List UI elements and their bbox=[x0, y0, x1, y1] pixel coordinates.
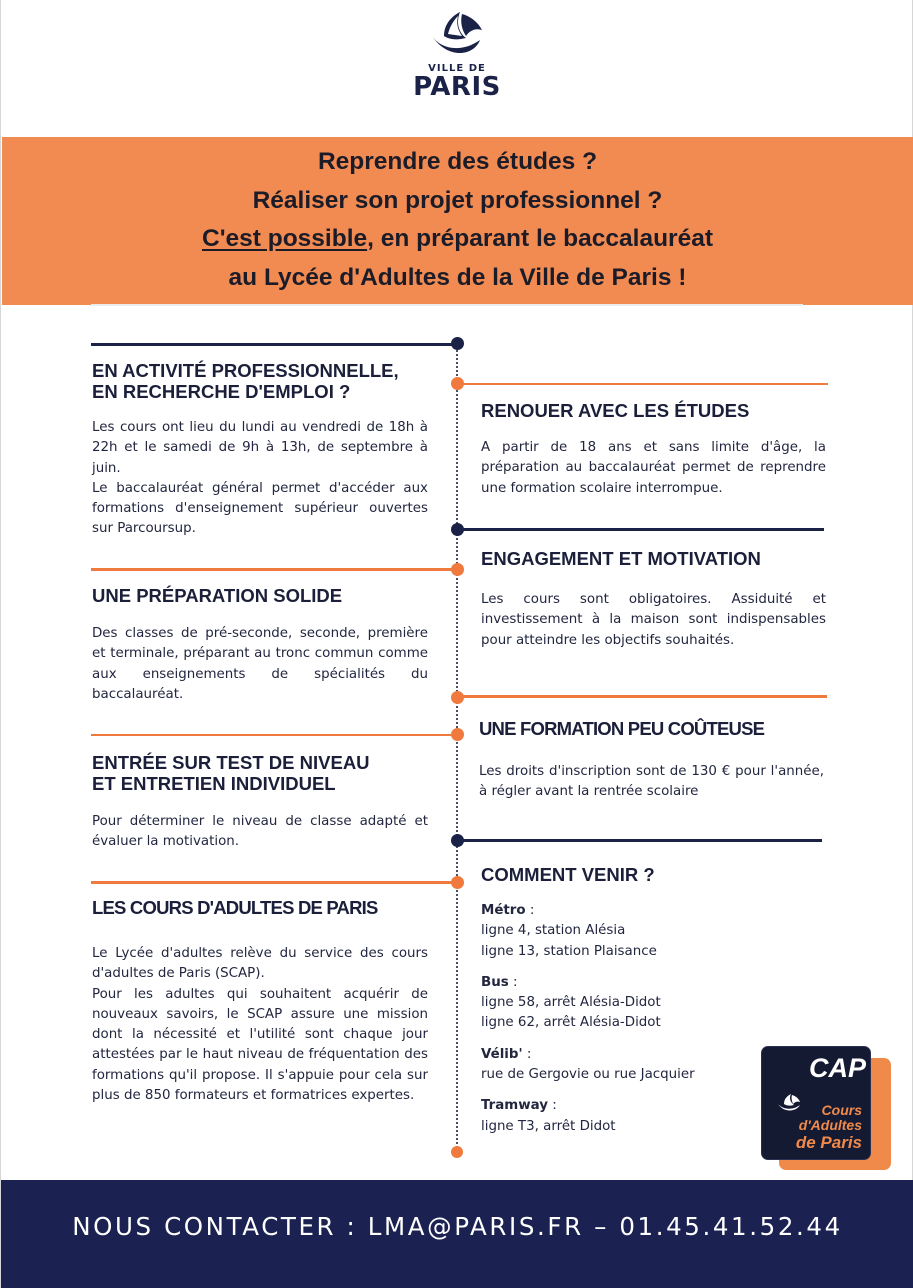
logo-big-text: PARIS bbox=[413, 72, 501, 102]
title-line: ET ENTRETIEN INDIVIDUEL bbox=[92, 773, 336, 794]
timeline-dot bbox=[451, 876, 464, 889]
banner-line-2: Réaliser son projet professionnel ? bbox=[252, 186, 663, 214]
ville-de-paris-logo bbox=[405, 6, 509, 106]
cap-subtitle-line: de Paris bbox=[795, 1133, 862, 1152]
timeline-dot bbox=[451, 563, 464, 576]
section-paragraph: Des classes de pré-seconde, seconde, première et terminale, préparant au tronc commun comme aux enseignements de spécialités du baccalauréat. bbox=[92, 626, 428, 702]
timeline-branch bbox=[457, 695, 827, 698]
cap-title: CAP bbox=[808, 1053, 866, 1083]
section-paragraph: Les cours sont obligatoires. Assiduité et investissement à la maison sont indispensables pour atteindre les objectifs souhaités. bbox=[481, 592, 826, 648]
transport-line: rue de Gergovie ou rue Jacquier bbox=[481, 1067, 695, 1083]
section-paragraph: Pour déterminer le niveau de classe adapté et évaluer la motivation. bbox=[92, 814, 428, 850]
section-title bbox=[92, 360, 428, 402]
timeline-dot bbox=[451, 728, 464, 741]
section-title: LES COURS D'ADULTES DE PARIS bbox=[92, 897, 378, 918]
banner-divider bbox=[91, 304, 803, 306]
boat-logo-icon bbox=[426, 6, 488, 62]
headline-banner bbox=[2, 137, 913, 305]
transport-label-suffix: : bbox=[547, 1098, 557, 1114]
section-paragraph: Les cours ont lieu du lundi au vendredi de 18h à 22h et le samedi de 9h à 13h, de septembre à juin. bbox=[92, 420, 428, 476]
timeline-branch bbox=[457, 839, 822, 842]
transport-label-suffix: : bbox=[525, 903, 535, 918]
cap-subtitle-line: Cours bbox=[821, 1102, 862, 1118]
transport-group-metro bbox=[481, 901, 826, 962]
transport-label-suffix: : bbox=[508, 974, 518, 990]
transport-label: Métro bbox=[481, 903, 526, 918]
cap-badge-logo bbox=[761, 1046, 893, 1172]
banner-line-1: Reprendre des études ? bbox=[317, 148, 598, 175]
timeline-dot bbox=[451, 337, 464, 350]
title-line: ENTRÉE SUR TEST DE NIVEAU bbox=[92, 752, 370, 773]
section-paragraph: Pour les adultes qui souhaitent acquérir de nouveaux savoirs, le SCAP assure une mission dont la nécessité et l'utilité sont chaque jour attestées par le haut niveau de fréquentation des formations qu'il propose. Il s'appuie pour cela sur plus de 850 formateurs et formatrices expertes. bbox=[92, 986, 428, 1104]
transport-line: ligne 13, station Plaisance bbox=[481, 943, 657, 959]
contact-footer bbox=[1, 1180, 913, 1288]
banner-line-3 bbox=[2, 220, 913, 259]
timeline-branch bbox=[91, 568, 457, 571]
section-title: RENOUER AVEC LES ÉTUDES bbox=[481, 400, 750, 421]
section-entree-test bbox=[92, 752, 428, 853]
section-title: UNE PRÉPARATION SOLIDE bbox=[92, 585, 343, 606]
cap-subtitle-line: d'Adultes bbox=[798, 1117, 862, 1133]
section-title: COMMENT VENIR ? bbox=[481, 864, 655, 885]
transport-line: ligne 4, station Alésia bbox=[481, 923, 626, 939]
section-engagement bbox=[481, 548, 826, 651]
transport-label: Bus bbox=[481, 974, 509, 990]
banner-line-3-rest: , en préparant le baccalauréat bbox=[367, 225, 713, 252]
transport-group-bus bbox=[481, 973, 826, 1034]
transport-line: ligne 62, arrêt Alésia-Didot bbox=[481, 1015, 661, 1031]
timeline-dot bbox=[451, 1146, 463, 1158]
section-preparation-solide bbox=[92, 585, 428, 705]
timeline-branch bbox=[91, 734, 457, 736]
timeline-line bbox=[456, 343, 458, 1151]
title-line: EN RECHERCHE D'EMPLOI ? bbox=[92, 381, 351, 402]
section-title: UNE FORMATION PEU COÛTEUSE bbox=[479, 718, 765, 739]
contact-text: NOUS CONTACTER : LMA@PARIS.FR – 01.45.41.52.44 bbox=[72, 1212, 843, 1241]
timeline-branch bbox=[91, 343, 457, 346]
transport-line: ligne T3, arrêt Didot bbox=[481, 1118, 616, 1134]
section-cours-adultes bbox=[92, 897, 428, 1106]
section-activite-pro bbox=[92, 360, 428, 540]
section-formation-peu-couteuse bbox=[479, 718, 824, 803]
banner-underlined-text: C'est possible bbox=[202, 225, 368, 252]
transport-label: Vélib' bbox=[481, 1046, 523, 1062]
timeline-branch bbox=[91, 881, 457, 884]
banner-line-4: au Lycée d'Adultes de la Ville de Paris ! bbox=[228, 263, 687, 291]
transport-label-suffix: : bbox=[522, 1046, 532, 1062]
cap-badge-front bbox=[761, 1046, 871, 1160]
logo-small-text: VILLE DE bbox=[428, 63, 486, 74]
timeline-branch bbox=[457, 383, 828, 385]
timeline-branch bbox=[457, 528, 824, 531]
section-paragraph: A partir de 18 ans et sans limite d'âge, la préparation au baccalauréat permet de reprendre une formation scolaire interrompue. bbox=[481, 440, 826, 496]
section-title: ENGAGEMENT ET MOTIVATION bbox=[481, 548, 761, 569]
section-paragraph: Le Lycée d'adultes relève du service des cours d'adultes de Paris (SCAP). bbox=[92, 946, 428, 982]
cap-subtitle bbox=[766, 1103, 862, 1152]
transport-line: ligne 58, arrêt Alésia-Didot bbox=[481, 995, 661, 1011]
title-line: EN ACTIVITÉ PROFESSIONNELLE, bbox=[92, 360, 399, 381]
section-paragraph: Les droits d'inscription sont de 130 € pour l'année, à régler avant la rentrée scolaire bbox=[479, 764, 824, 800]
section-renouer-etudes bbox=[481, 400, 826, 499]
section-title bbox=[92, 752, 428, 794]
section-paragraph: Le baccalauréat général permet d'accéder aux formations d'enseignement supérieur ouvertes sur Parcoursup. bbox=[92, 480, 428, 537]
transport-label: Tramway bbox=[481, 1098, 548, 1114]
